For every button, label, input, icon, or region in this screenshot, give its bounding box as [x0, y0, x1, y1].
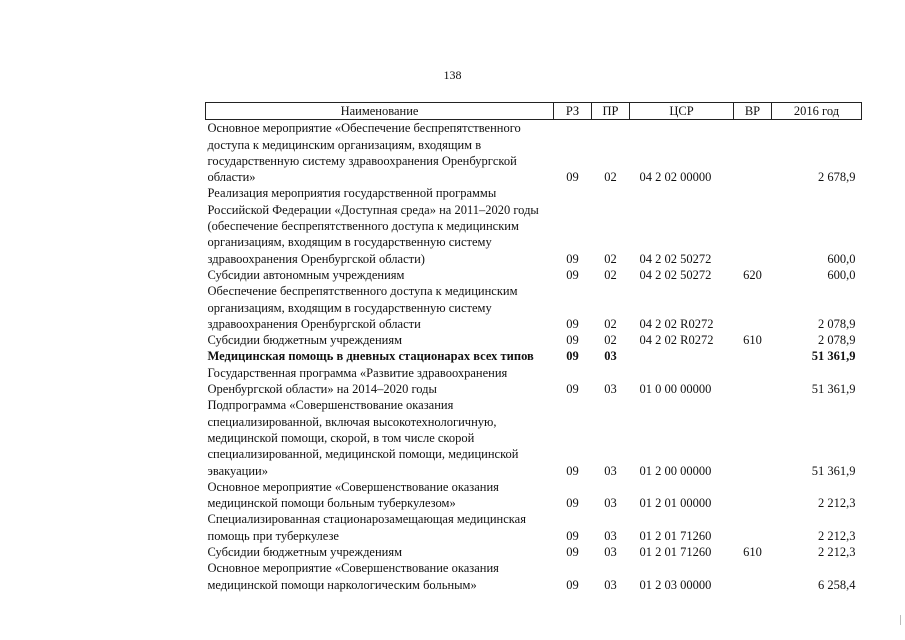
cell-rz: 09: [566, 577, 579, 592]
cell-sum: 51 361,9: [811, 349, 856, 364]
cell-pr: 02: [604, 251, 617, 266]
table-row: [206, 560, 862, 593]
cell-vr: [734, 397, 772, 478]
cell-vr: [734, 348, 772, 364]
cell-sum: 2 678,9: [818, 170, 856, 185]
cell-csr: 01 2 01 71260: [639, 545, 712, 560]
cell-csr: 01 2 00 00000: [639, 463, 712, 478]
table-row: [206, 511, 862, 544]
cell-name: Субсидии бюджетным учреждениям: [207, 545, 403, 560]
cell-rz: 09: [566, 496, 579, 511]
cell-vr: [734, 560, 772, 593]
table-body: [206, 120, 862, 593]
table-row: [206, 332, 862, 348]
table-row: [206, 397, 862, 478]
cell-pr: 02: [604, 333, 617, 348]
cell-vr: [734, 365, 772, 398]
cell-vr: 620: [743, 267, 762, 282]
cell-csr: 04 2 02 00000: [639, 170, 712, 185]
table-row: [206, 185, 862, 266]
cell-name: Медицинская помощь в дневных стационарах всех типов: [207, 349, 534, 364]
cell-csr: 04 2 02 50272: [639, 251, 712, 266]
cell-name: Реализация мероприятия государственной программы Российской Федерации «Доступная среда» на 2011–2020 годы (обеспечение беспрепятственного доступа к медицинским организациям, входящим в государственную систему здравоохранения Оренбургской области): [207, 186, 539, 266]
cell-pr: 03: [604, 463, 617, 478]
header-csr: ЦСР: [630, 103, 734, 120]
cell-sum: 2 212,3: [818, 545, 856, 560]
cell-vr: [734, 185, 772, 266]
cell-vr: [734, 283, 772, 332]
cell-sum: 2 078,9: [818, 333, 856, 348]
cell-pr: 03: [604, 496, 617, 511]
cell-vr: [734, 479, 772, 512]
cell-rz: 09: [566, 545, 579, 560]
cell-name: Основное мероприятие «Обеспечение беспрепятственного доступа к медицинским организациям, входящим в государственную систему здравоохранения Оренбургской области»: [207, 121, 521, 185]
cell-sum: 2 078,9: [818, 316, 856, 331]
header-rz: РЗ: [554, 103, 592, 120]
cell-sum: 2 212,3: [818, 528, 856, 543]
cell-name: Государственная программа «Развитие здравоохранения Оренбургской области» на 2014–2020 годы: [207, 365, 508, 397]
cell-name: Обеспечение беспрепятственного доступа к медицинским организациям, входящим в государственную систему здравоохранения Оренбургской области: [207, 284, 518, 331]
header-vr: ВР: [734, 103, 772, 120]
page-number: 138: [443, 68, 462, 82]
cell-vr: 610: [743, 333, 762, 348]
cell-pr: 02: [604, 170, 617, 185]
table-row: [206, 479, 862, 512]
cell-pr: 03: [604, 349, 617, 364]
cell-name: Специализированная стационарозамещающая медицинская помощь при туберкулезе: [207, 512, 526, 543]
cell-rz: 09: [566, 316, 579, 331]
cell-csr: [630, 348, 734, 364]
header-name: Наименование: [206, 103, 554, 120]
budget-table: [205, 102, 862, 593]
cell-sum: 6 258,4: [818, 577, 856, 592]
cell-csr: 04 2 02 R0272: [639, 333, 714, 348]
cell-name: Субсидии автономным учреждениям: [207, 267, 405, 282]
cell-rz: 09: [566, 251, 579, 266]
cell-vr: [734, 120, 772, 186]
cell-pr: 03: [604, 382, 617, 397]
table-row: [206, 365, 862, 398]
header-sum: 2016 год: [772, 103, 862, 120]
cell-rz: 09: [566, 349, 579, 364]
cell-rz: 09: [566, 333, 579, 348]
cell-vr: 610: [743, 545, 762, 560]
table-row: [206, 544, 862, 560]
cell-csr: 01 2 03 00000: [639, 577, 712, 592]
cell-pr: 02: [604, 267, 617, 282]
cell-csr: 01 0 00 00000: [639, 382, 712, 397]
cell-sum: 51 361,9: [811, 382, 856, 397]
cell-rz: 09: [566, 267, 579, 282]
cell-vr: [734, 511, 772, 544]
table-row: [206, 267, 862, 283]
cell-sum: 2 212,3: [818, 496, 856, 511]
cell-name: Субсидии бюджетным учреждениям: [207, 333, 403, 348]
cell-sum: 600,0: [827, 251, 856, 266]
cell-csr: 04 2 02 50272: [639, 267, 712, 282]
header-pr: ПР: [592, 103, 630, 120]
edge-mark: [900, 615, 901, 625]
cell-name: Основное мероприятие «Совершенствование оказания медицинской помощи больным туберкулезом»: [207, 479, 499, 511]
cell-csr: 04 2 02 R0272: [639, 316, 714, 331]
cell-pr: 03: [604, 545, 617, 560]
cell-rz: 09: [566, 382, 579, 397]
cell-rz: 09: [566, 463, 579, 478]
cell-csr: 01 2 01 00000: [639, 496, 712, 511]
cell-rz: 09: [566, 170, 579, 185]
cell-sum: 600,0: [827, 267, 856, 282]
cell-name: Основное мероприятие «Совершенствование оказания медицинской помощи наркологическим больным»: [207, 561, 499, 592]
cell-pr: 03: [604, 528, 617, 543]
cell-name: Подпрограмма «Совершенствование оказания специализированной, включая высокотехнологичную, медицинской помощи, скорой, в том числе скорой специализированной, медицинской помощи, медицинской эвакуации»: [207, 398, 519, 478]
cell-pr: 03: [604, 577, 617, 592]
table-row: [206, 120, 862, 186]
cell-pr: 02: [604, 316, 617, 331]
table-row: [206, 283, 862, 332]
table-header: [206, 103, 862, 120]
cell-csr: 01 2 01 71260: [639, 528, 712, 543]
cell-sum: 51 361,9: [811, 463, 856, 478]
cell-rz: 09: [566, 528, 579, 543]
table-row: [206, 348, 862, 364]
